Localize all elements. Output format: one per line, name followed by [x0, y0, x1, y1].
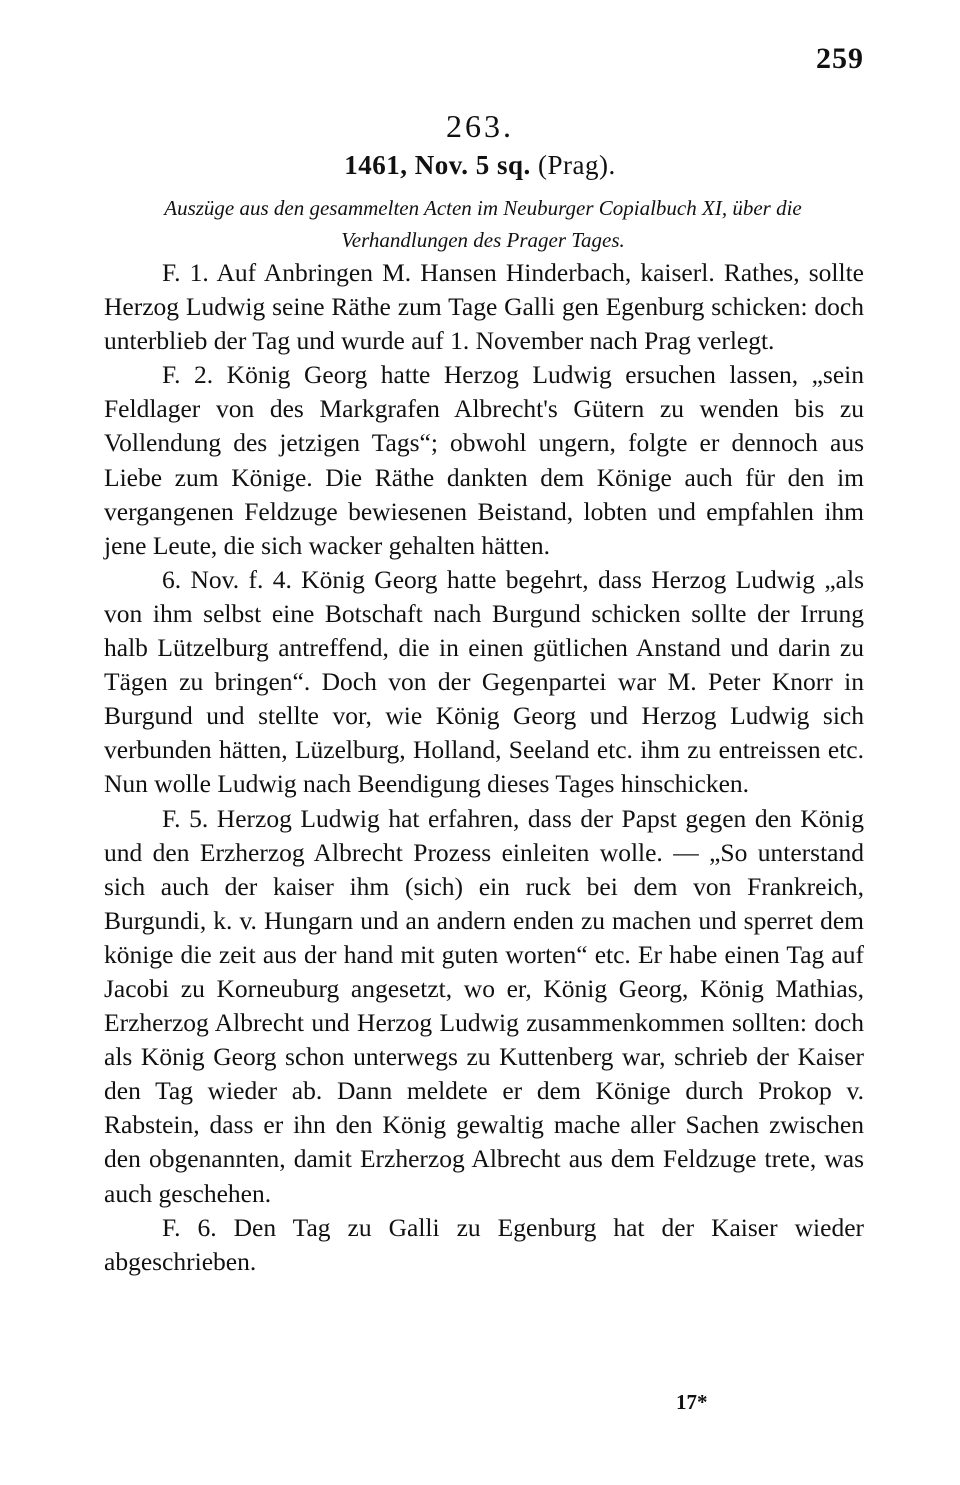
- document-summary: Auszüge aus den gesammelten Acten im Neuburger Copialbuch XI, über die Verhandlungen des Prager Tages.: [164, 196, 802, 252]
- paragraph-f4: 6. Nov. f. 4. König Georg hatte begehrt, dass Herzog Ludwig „als von ihm selbst eine Botschaft nach Burgund schicken sollte der Irrung halb Lützelburg antreffend, die in einen gütlichen Anstand und darin zu Tägen zu bringen“. Doch von der Gegenpartei war M. Peter Knorr in Burgund und stellte vor, wie König Georg und Herzog Ludwig sich verbunden hätten, Lüzelburg, Holland, Seeland etc. ihm zu entreissen etc. Nun wolle Ludwig nach Beendigung dieses Tages hinschicken.: [104, 564, 864, 799]
- signature-mark: 17*: [676, 1390, 708, 1414]
- page-number: 259: [816, 42, 864, 75]
- paragraph-f5: F. 5. Herzog Ludwig hat erfahren, dass der Papst gegen den König und den Erzherzog Albrecht Prozess einleiten wolle. — „So unterstand sich auch der kaiser ihm (sich) ein ruck bei dem von Frankreich, Burgundi, k. v. Hungarn und an andern enden zu machen und sperret dem könige die zeit aus der hand mit guten worten“ etc. Er habe einen Tag auf Jacobi zu Korneuburg angesetzt, wo er, König Georg, König Mathias, Erzherzog Albrecht und Herzog Ludwig zusammenkommen sollten: doch als König Georg schon unterwegs zu Kuttenberg war, schrieb der Kaiser den Tag wieder ab. Dann meldete er dem Könige durch Prokop v. Rabstein, dass er ihn den König gewaltig mache aller Sachen zwischen den obgenannten, damit Erzherzog Albrecht aus dem Feldzuge trete, was auch geschehen.: [104, 803, 864, 1208]
- paragraph-f6: F. 6. Den Tag zu Galli zu Egenburg hat der Kaiser wieder abgeschrieben.: [104, 1212, 864, 1276]
- document-place: (Prag).: [538, 150, 616, 180]
- document-date: 1461, Nov. 5 sq.: [344, 150, 531, 180]
- paragraph-f1: F. 1. Auf Anbringen M. Hansen Hinderbach, kaiserl. Rathes, sollte Herzog Ludwig seine Räthe zum Tage Galli gen Egenburg schicken: doch unterblieb der Tag und wurde auf 1. November nach Prag verlegt.: [104, 258, 864, 356]
- document-number: 263.: [446, 108, 514, 144]
- paragraph-f2: F. 2. König Georg hatte Herzog Ludwig ersuchen lassen, „sein Feldlager von des Markgrafen Albrecht's Gütern zu wenden bis zu Vollendung des jetzigen Tags“; obwohl ungern, folgte er dennoch aus Liebe zum Könige. Die Räthe dankten dem Könige auch für den im vergangenen Feldzuge bewiesenen Beistand, lobten und empfahlen ihm jene Leute, die sich wacker gehalten hätten.: [104, 360, 864, 560]
- body-text: [104, 256, 864, 1279]
- document-date-line: [0, 150, 960, 181]
